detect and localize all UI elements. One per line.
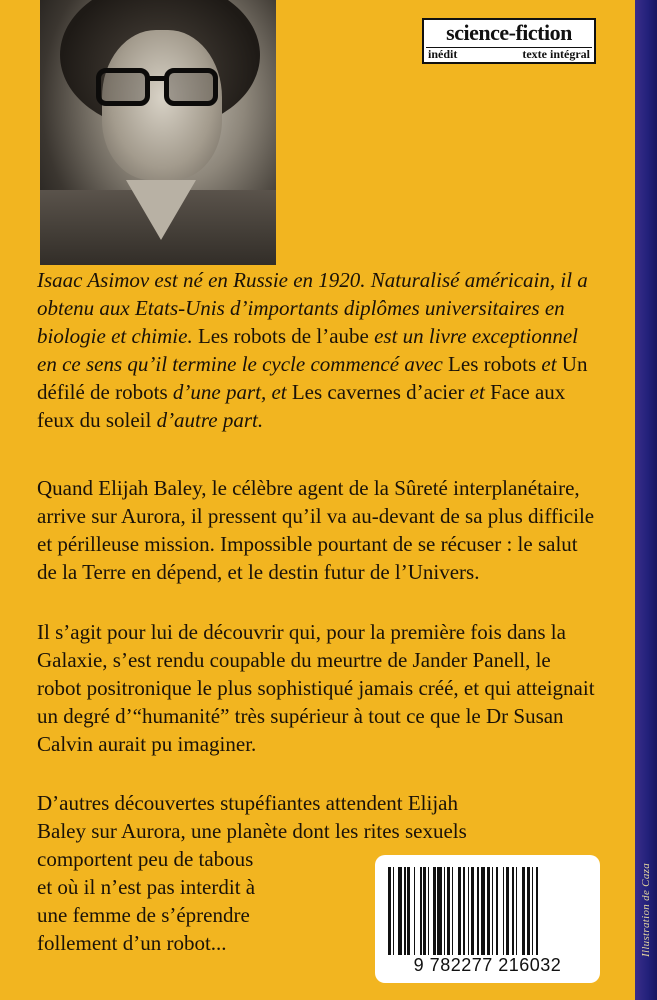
author-bio-segment: Un défilé de robots bbox=[37, 352, 588, 404]
barcode-bar bbox=[538, 867, 540, 955]
author-bio-segment: Les cavernes d’acier bbox=[286, 380, 470, 404]
author-bio-paragraph bbox=[37, 266, 597, 434]
synopsis-paragraph-3: D’autres découvertes stupéfiantes attendent Elijah Baley sur Aurora, une planète dont les rites sexuels comportent peu de tabous et où il n’est pas interdit à une femme de s’éprendre follement d’un robot... bbox=[37, 791, 467, 955]
collection-tag-texte-integral: texte intégral bbox=[522, 47, 590, 61]
author-bio-segment: Isaac Asimov est né en Russie en 1920. Naturalisé américain, il a obtenu aux Etats-Unis d’importants diplômes universitaires en biologie et chimie. bbox=[37, 268, 588, 348]
barcode-bars bbox=[388, 867, 588, 955]
synopsis-paragraph-1: Quand Elijah Baley, le célèbre agent de la Sûreté interplanétaire, arrive sur Aurora, il pressent qu’il va au-devant de sa plus difficile et périlleuse mission. Impossible pourtant de se récuser : le salut de la Terre en dépend, et le destin futur de l’Univers. bbox=[37, 476, 595, 584]
author-bio-segment: et bbox=[469, 380, 485, 404]
collection-title: science-fiction bbox=[446, 20, 572, 45]
author-bio-segment: Face aux feux du soleil bbox=[37, 380, 566, 432]
author-bio-segment: et bbox=[541, 352, 557, 376]
book-spine bbox=[635, 0, 657, 1000]
author-photo bbox=[40, 0, 276, 265]
isbn-number: 9 782277 216032 bbox=[413, 955, 562, 975]
author-bio-segment: d’autre part. bbox=[156, 408, 264, 432]
collection-tag-inedit: inédit bbox=[428, 47, 458, 61]
author-bio-segment: est un livre exceptionnel en ce sens qu’il termine le cycle commencé avec bbox=[37, 324, 578, 376]
author-bio-segment: Les robots de l’aube bbox=[192, 324, 375, 348]
synopsis-paragraph-2: Il s’agit pour lui de découvrir qui, pour la première fois dans la Galaxie, s’est rendu coupable du meurtre de Jander Panell, le robot positronique le plus sophistiqué jamais créé, et qui atteignait un degré d’“humanité” très supérieur à tout ce que le Dr Susan Calvin aurait pu imaginer. bbox=[37, 620, 595, 756]
author-bio-segment: d’une part, et bbox=[172, 380, 287, 404]
illustration-credit: Illustration de Caza bbox=[640, 863, 652, 958]
isbn-barcode bbox=[375, 855, 600, 983]
author-bio-segment: Les robots bbox=[442, 352, 542, 376]
collection-logo bbox=[422, 18, 596, 64]
